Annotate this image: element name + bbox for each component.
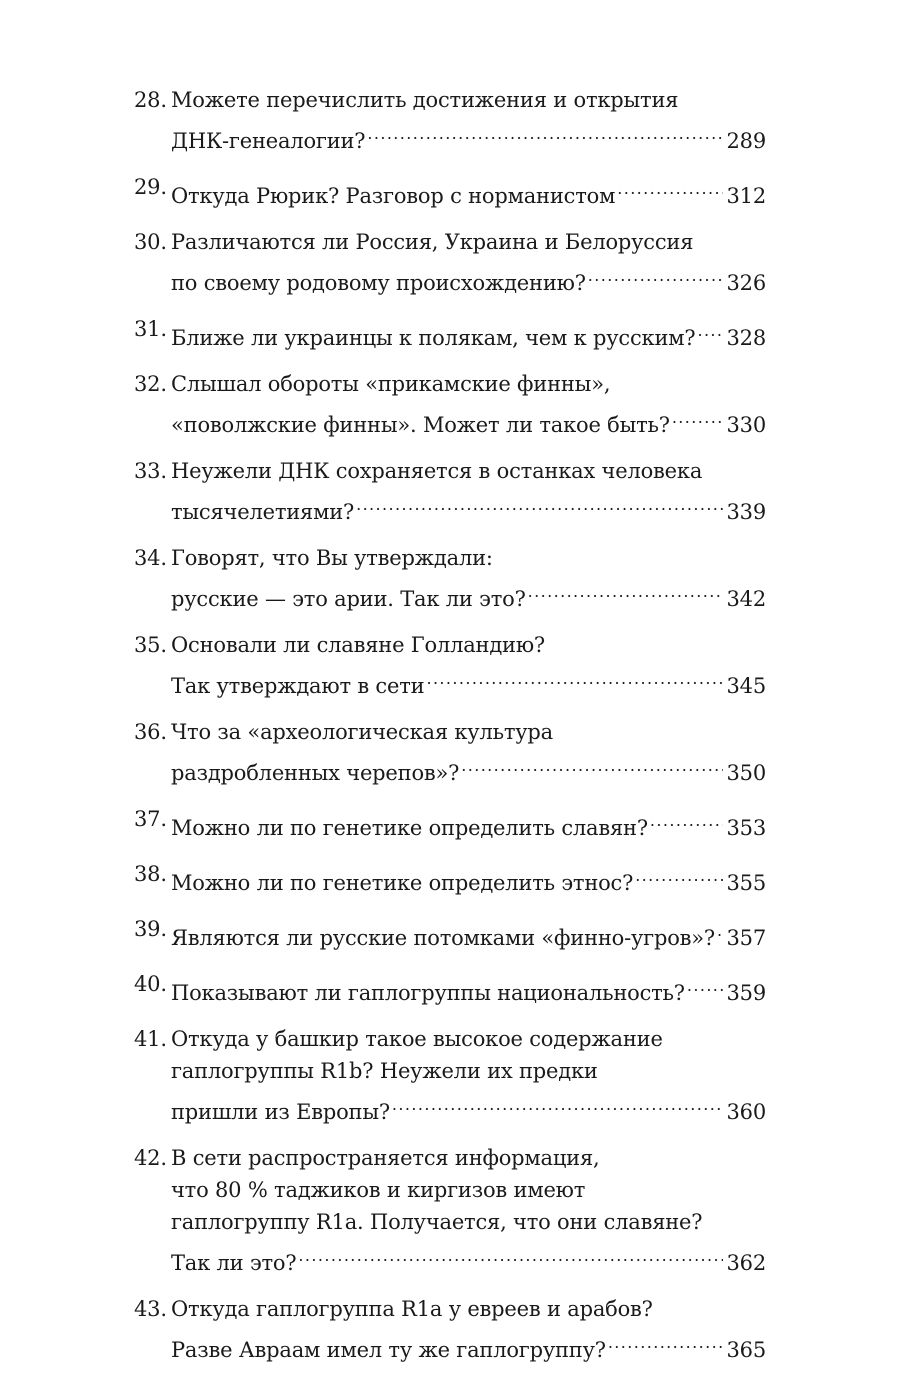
page-number: 289	[726, 129, 766, 153]
toc-entry-title-line: что 80 % таджиков и киргизов имеют	[171, 1178, 586, 1202]
dot-leader	[672, 400, 723, 432]
toc-entry-title-line: Можно ли по генетике определить славян?	[171, 816, 648, 840]
toc-entry-title	[171, 542, 766, 615]
dot-leader	[356, 487, 722, 519]
toc-entry-title-line: В сети распространяется информация,	[171, 1146, 600, 1170]
toc-entry-last-line	[171, 913, 766, 954]
toc-entry-title-line: Что за «археологическая культура	[171, 720, 553, 744]
toc-entry[interactable]	[134, 1142, 766, 1279]
toc-entry[interactable]	[134, 1023, 766, 1128]
page-number: 312	[726, 184, 766, 208]
toc-entry-title-line: пришли из Европы?	[171, 1100, 390, 1124]
toc-entry-last-line	[171, 487, 766, 528]
toc-entry-last-line	[171, 1087, 766, 1128]
page-number: 365	[726, 1338, 766, 1362]
dot-leader	[635, 858, 722, 890]
toc-entry-title	[171, 84, 766, 157]
page-number: 360	[726, 1100, 766, 1124]
toc-entry-title	[171, 968, 766, 1009]
toc-entry-title-line: Так утверждают в сети	[171, 674, 425, 698]
toc-entry-last-line	[171, 171, 766, 212]
dot-leader	[588, 258, 723, 290]
toc-entry-title-line: русские — это арии. Так ли это?	[171, 587, 526, 611]
toc-entry-title	[171, 1142, 766, 1279]
page-number: 339	[726, 500, 766, 524]
dot-leader	[650, 803, 723, 835]
toc-entry-title-line: по своему родовому происхождению?	[171, 271, 586, 295]
toc-entry-title	[171, 913, 766, 954]
page-number: 345	[726, 674, 766, 698]
toc-entry[interactable]	[134, 913, 766, 954]
toc-entry-title-line: Можете перечислить достижения и открытия	[171, 88, 679, 112]
page-number: 326	[726, 271, 766, 295]
toc-entry-number: 30.	[134, 230, 167, 254]
dot-leader	[617, 171, 722, 203]
toc-entry[interactable]	[134, 858, 766, 899]
toc-entry-last-line	[171, 661, 766, 702]
toc-entry[interactable]	[134, 455, 766, 528]
dot-leader	[608, 1325, 723, 1357]
toc-entry[interactable]	[134, 629, 766, 702]
toc-entry-title-line: Различаются ли Россия, Украина и Белоруссия	[171, 230, 694, 254]
toc-entry[interactable]	[134, 171, 766, 212]
toc-entry-title	[171, 171, 766, 212]
page-number: 328	[726, 326, 766, 350]
toc-entry-title-line: Откуда у башкир такое высокое содержание	[171, 1027, 663, 1051]
toc-entry-number: 38.	[134, 862, 167, 886]
toc-entry-title	[171, 858, 766, 899]
page-number: 350	[726, 761, 766, 785]
dot-leader	[687, 968, 723, 1000]
toc-entry-title-line: Можно ли по генетике определить этнос?	[171, 871, 634, 895]
toc-entry[interactable]	[134, 313, 766, 354]
toc-entry-number: 34.	[134, 546, 167, 570]
toc-entry-title-line: «поволжские финны». Может ли такое быть?	[171, 413, 670, 437]
toc-entry-number: 37.	[134, 807, 167, 831]
toc-entry-number: 35.	[134, 633, 167, 657]
toc-entry-title	[171, 716, 766, 789]
dot-leader	[367, 116, 722, 148]
page-number: 342	[726, 587, 766, 611]
table-of-contents	[134, 84, 766, 1380]
toc-entry-number: 28.	[134, 88, 167, 112]
toc-entry[interactable]	[134, 803, 766, 844]
toc-entry-last-line	[171, 258, 766, 299]
toc-entry-title-line: раздробленных черепов»?	[171, 761, 460, 785]
toc-entry-number: 40.	[134, 972, 167, 996]
toc-entry-number: 32.	[134, 372, 167, 396]
toc-entry-title-line: Основали ли славяне Голландию?	[171, 633, 545, 657]
dot-leader	[426, 661, 722, 693]
page-number: 355	[726, 871, 766, 895]
toc-entry[interactable]	[134, 968, 766, 1009]
toc-entry-last-line	[171, 748, 766, 789]
dot-leader	[392, 1087, 723, 1119]
toc-entry[interactable]	[134, 84, 766, 157]
toc-entry-last-line	[171, 803, 766, 844]
page-number: 353	[726, 816, 766, 840]
toc-entry-last-line	[171, 313, 766, 354]
toc-entry[interactable]	[134, 1293, 766, 1366]
toc-entry-title	[171, 1023, 766, 1128]
dot-leader	[697, 313, 722, 345]
toc-entry-title-line: тысячелетиями?	[171, 500, 355, 524]
toc-entry-number: 41.	[134, 1027, 167, 1051]
dot-leader	[298, 1238, 722, 1270]
toc-entry-title	[171, 368, 766, 441]
toc-entry-title	[171, 455, 766, 528]
page-number: 362	[726, 1251, 766, 1275]
toc-entry-title-line: Так ли это?	[171, 1251, 297, 1275]
toc-entry-title-line: гаплогруппы R1b? Неужели их предки	[171, 1059, 598, 1083]
toc-entry-title-line: Являются ли русские потомками «финно-угров»?	[171, 926, 715, 950]
toc-entry-number: 31.	[134, 317, 167, 341]
toc-entry-title	[171, 803, 766, 844]
toc-entry-title-line: Ближе ли украинцы к полякам, чем к русским?	[171, 326, 696, 350]
toc-entry[interactable]	[134, 542, 766, 615]
toc-entry-number: 33.	[134, 459, 167, 483]
toc-entry-title-line: ДНК-генеалогии?	[171, 129, 366, 153]
toc-entry-title-line: гаплогруппу R1a. Получается, что они славяне?	[171, 1210, 703, 1234]
toc-entry-title	[171, 226, 766, 299]
toc-entry-title-line: Откуда Рюрик? Разговор с норманистом	[171, 184, 616, 208]
dot-leader	[528, 574, 723, 606]
page-number: 359	[726, 981, 766, 1005]
toc-entry-title-line: Откуда гаплогруппа R1a у евреев и арабов?	[171, 1297, 653, 1321]
toc-entry-title-line: Разве Авраам имел ту же гаплогруппу?	[171, 1338, 606, 1362]
toc-entry-last-line	[171, 1238, 766, 1279]
toc-entry-last-line	[171, 1325, 766, 1366]
toc-entry-last-line	[171, 400, 766, 441]
toc-entry[interactable]	[134, 716, 766, 789]
page-number: 330	[726, 413, 766, 437]
toc-entry-last-line	[171, 858, 766, 899]
toc-entry-title-line: Слышал обороты «прикамские финны»,	[171, 372, 611, 396]
dot-leader	[461, 748, 722, 780]
toc-entry-last-line	[171, 968, 766, 1009]
toc-entry-number: 29.	[134, 175, 167, 199]
toc-entry-number: 39.	[134, 917, 167, 941]
page-number: 357	[726, 926, 766, 950]
toc-entry-title-line: Неужели ДНК сохраняется в останках человека	[171, 459, 703, 483]
toc-entry-number: 36.	[134, 720, 167, 744]
toc-entry-number: 42.	[134, 1146, 167, 1170]
toc-entry-number: 43.	[134, 1297, 167, 1321]
dot-leader	[717, 913, 723, 945]
toc-entry-last-line	[171, 574, 766, 615]
toc-entry-title	[171, 629, 766, 702]
toc-entry-title-line: Показывают ли гаплогруппы национальность?	[171, 981, 685, 1005]
toc-entry-title	[171, 1293, 766, 1366]
toc-entry[interactable]	[134, 226, 766, 299]
toc-entry-title-line: Говорят, что Вы утверждали:	[171, 546, 493, 570]
toc-entry-last-line	[171, 116, 766, 157]
toc-entry-title	[171, 313, 766, 354]
toc-entry[interactable]	[134, 368, 766, 441]
